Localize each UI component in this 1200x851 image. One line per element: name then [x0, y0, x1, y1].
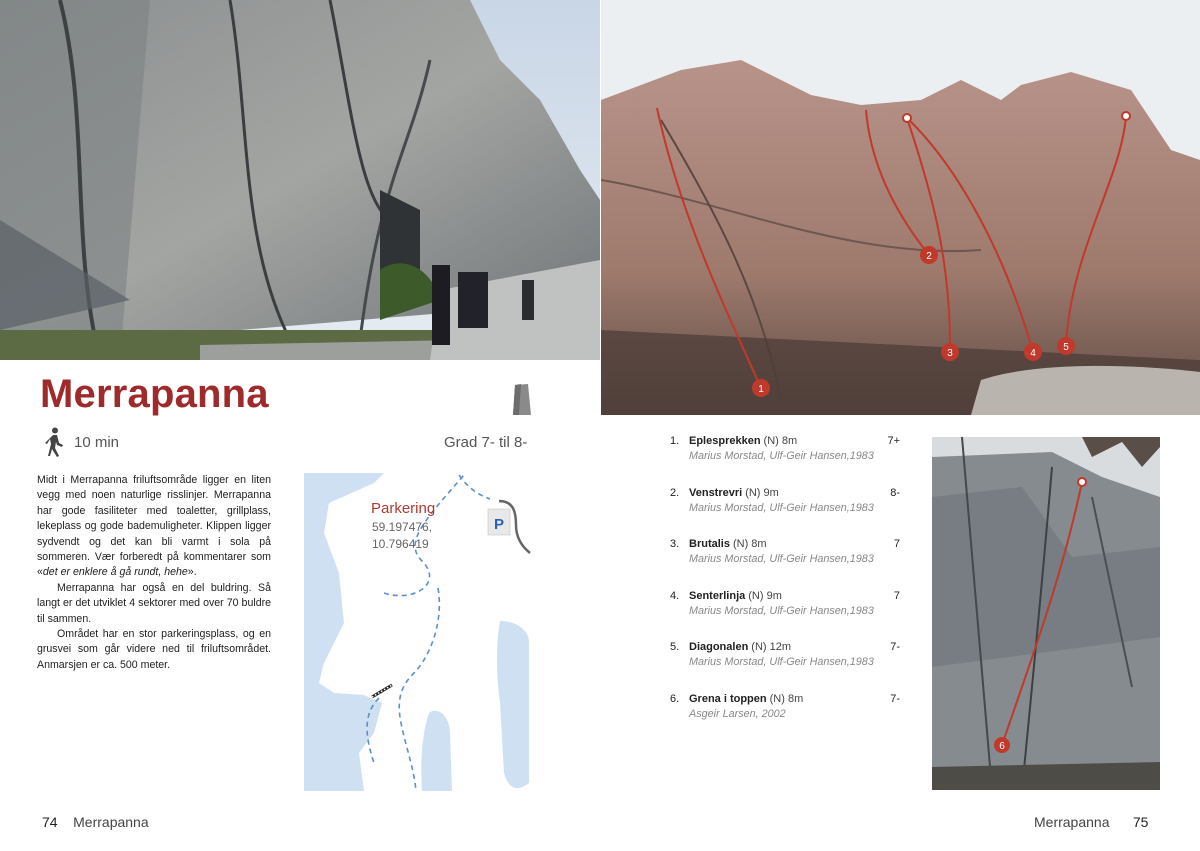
list-item: 6. Grena i toppen (N) 8m 7- Asgeir Larsen, 2002	[670, 692, 900, 720]
svg-text:2: 2	[926, 251, 932, 262]
svg-text:1: 1	[758, 384, 764, 395]
parking-coord-lat: 59.197476,	[372, 520, 433, 534]
approach-time	[44, 427, 119, 457]
parking-label: Parkering	[371, 500, 436, 517]
page-number-left: 74	[42, 814, 58, 830]
topo-marker-4	[1024, 343, 1042, 361]
footer-left	[42, 814, 149, 830]
topo-marker-5	[1057, 337, 1075, 355]
walk-time-text: 10 min	[74, 433, 120, 451]
list-item: 5. Diagonalen (N) 12m 7- Marius Morstad, Ulf-Geir Hansen,1983	[670, 641, 900, 668]
svg-text:P: P	[493, 516, 505, 533]
running-title-left: Merrapanna	[73, 814, 149, 830]
grade-range: Grad 7- til 8-	[444, 434, 528, 451]
topo-marker-1	[752, 379, 770, 397]
page-title: Merrapanna	[40, 372, 269, 416]
intro-paragraph-1: Midt i Merrapanna friluftsområde ligger en liten vegg med noen naturlige risslinjer. Merrapanna har gode fasiliteter med toaletter, grillplass, lekeplass og gode bademuligheter. Klippen ligger sydvendt og det kan bli varmt i sola på sommeren. Vær forberedt på kommentarer som «det er enklere å gå rundt, hehe».	[37, 474, 271, 579]
list-item: 1. Eplesprekken (N) 8m 7+ Marius Morstad, Ulf-Geir Hansen,1983	[670, 435, 900, 462]
list-item: 2. Venstrevri (N) 9m 8- Marius Morstad, Ulf-Geir Hansen,1983	[670, 486, 900, 514]
crag-photo-left	[0, 0, 600, 360]
svg-text:3: 3	[947, 348, 953, 359]
walking-person-icon	[44, 427, 66, 457]
topo-photo-small	[932, 437, 1160, 790]
topo-marker-6	[994, 737, 1010, 753]
intro-paragraph-2: Merrapanna har også en del buldring. Så langt er det utviklet 4 sektorer med over 70 buldre til sammen.	[37, 581, 271, 625]
svg-text:6: 6	[999, 741, 1005, 752]
svg-text:5: 5	[1063, 342, 1069, 353]
intro-text	[37, 473, 271, 673]
topo-marker-3	[941, 343, 959, 361]
rock-icon	[512, 383, 532, 416]
route-list	[670, 434, 900, 743]
svg-text:4: 4	[1030, 348, 1036, 359]
topo-marker-2	[920, 246, 938, 264]
page-number-right: 75	[1132, 814, 1149, 830]
list-item: 3. Brutalis (N) 8m 7 Marius Morstad, Ulf-Geir Hansen,1983	[670, 538, 900, 565]
running-title-right: Merrapanna	[1034, 814, 1110, 830]
parking-icon	[488, 509, 510, 535]
parking-coord-lon: 10.796419	[372, 537, 429, 551]
topo-photo-main	[601, 0, 1200, 415]
intro-paragraph-3: Området har en stor parkeringsplass, og en grusvei som går videre ned til friluftsområdet. Anmarsjen er ca. 500 meter.	[37, 628, 271, 671]
list-item: 4. Senterlinja (N) 9m 7 Marius Morstad, Ulf-Geir Hansen,1983	[670, 589, 900, 617]
footer-right	[1034, 814, 1148, 830]
